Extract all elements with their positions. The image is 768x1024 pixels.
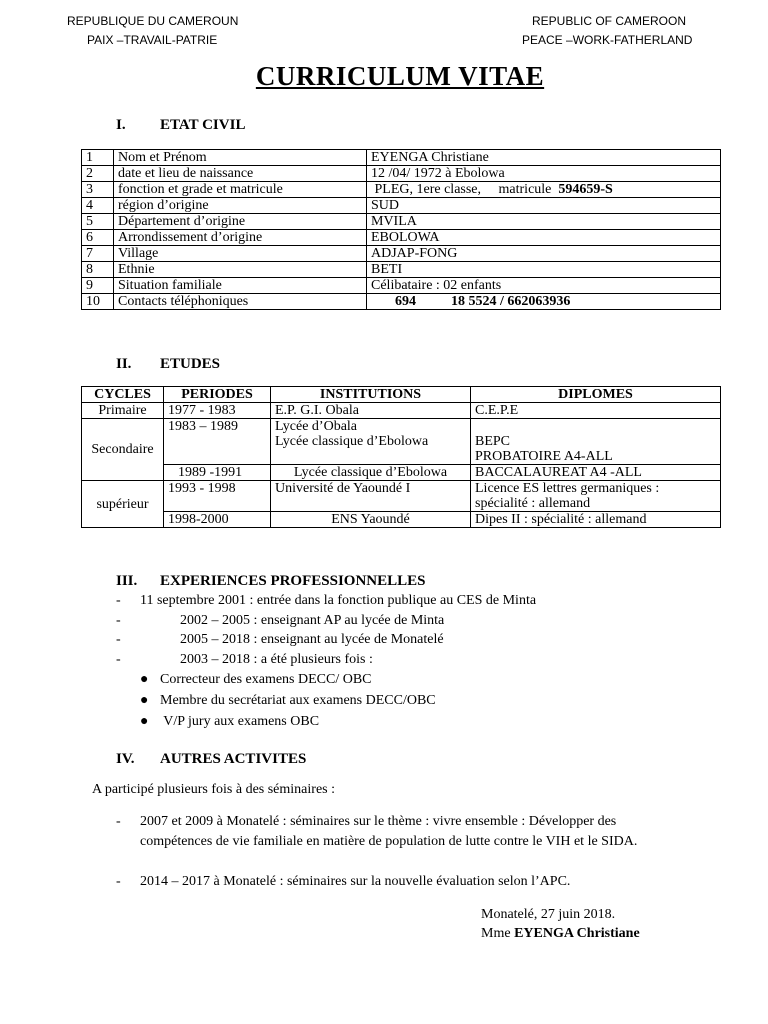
row-number-cell: 2 [82,166,114,182]
dash-marker: - [116,814,121,829]
institution-line: Lycée classique d’Ebolowa [275,434,429,449]
header-periodes: PERIODES [164,387,271,403]
section-label: ETUDES [160,356,221,372]
field-value: Célibataire : 02 enfants [371,278,502,293]
row-number-cell: 8 [82,262,114,278]
experience-item [116,632,444,648]
field-value: ADJAP-FONG [371,246,458,261]
experience-item [116,593,537,609]
periode-cell: 1993 - 1998 [164,481,271,512]
field-value-bold: 594659-S [558,182,613,197]
table-header-row [82,387,721,403]
section-label: EXPERIENCES PROFESSIONNELLES [160,573,426,589]
periode-cell: 1998-2000 [164,512,271,528]
periode-cell: 1977 - 1983 [164,403,271,419]
header-left-line1: REPUBLIQUE DU CAMEROUN [67,14,239,28]
bullet-icon: ● [140,693,149,708]
field-label-cell: Département d’origine [114,214,367,230]
field-value-cell [367,278,721,294]
row-number-cell: 5 [82,214,114,230]
institution-cell: Université de Yaoundé I [271,481,471,512]
section-number: IV. [116,751,135,767]
bullet-text: Membre du secrétariat aux examens DECC/OBC [160,693,436,708]
dash-marker: - [116,874,121,889]
cycle-cell: Primaire [82,403,164,419]
field-value-cell [367,262,721,278]
experience-item [116,613,445,629]
field-value-cell [367,150,721,166]
field-value: EBOLOWA [371,230,440,245]
etat-civil-body [82,150,721,310]
field-value-cell [367,182,721,198]
experience-text: 2003 – 2018 : a été plusieurs fois : [180,652,373,667]
row-number-cell: 1 [82,150,114,166]
diplome-line: BEPC [475,434,511,449]
table-row [82,262,721,278]
row-number-cell: 6 [82,230,114,246]
table-row [82,294,721,310]
bullet-text: V/P jury aux examens OBC [160,714,320,729]
diplome-cell [471,481,721,512]
etudes-table [81,386,721,528]
experience-text: 2005 – 2018 : enseignant au lycée de Monatelé [180,632,444,647]
diplome-cell: C.E.P.E [471,403,721,419]
table-row [82,512,721,528]
activity-text: 2007 et 2009 à Monatelé : séminaires sur le thème : vivre ensemble : Développer des compétences de vie familiale en matière de population de lutte contre le VIH et le SIDA. [140,814,638,849]
field-value-cell [367,230,721,246]
table-row [82,230,721,246]
field-value-cell [367,294,721,310]
field-value: EYENGA Christiane [371,150,489,165]
field-label-cell: Ethnie [114,262,367,278]
signature-prefix: Mme [481,926,515,941]
field-value-bold: 694 18 5524 / 662063936 [395,294,571,309]
field-value: SUD [371,198,400,213]
diplome-cell: BACCALAUREAT A4 -ALL [471,465,721,481]
etat-civil-table [81,149,721,310]
table-row [82,419,721,465]
field-label-cell: Village [114,246,367,262]
header-right-line2: PEACE –WORK-FATHERLAND [522,33,693,47]
institution-cell: Lycée classique d’Ebolowa [271,465,471,481]
row-number-cell: 4 [82,198,114,214]
table-row [82,246,721,262]
row-number-cell: 9 [82,278,114,294]
diplome-cell: Dipes II : spécialité : allemand [471,512,721,528]
institution-cell: E.P. G.I. Obala [271,403,471,419]
field-value-cell [367,246,721,262]
field-label-cell: Contacts téléphoniques [114,294,367,310]
signature-name [481,924,640,944]
table-row [82,182,721,198]
activity-item [116,872,676,892]
dash-marker: - [116,613,121,628]
institution-cell: ENS Yaoundé [271,512,471,528]
table-row [82,198,721,214]
section-number: III. [116,573,138,589]
section-label: ETAT CIVIL [160,117,246,133]
dash-marker: - [116,632,121,647]
table-row [82,278,721,294]
table-row [82,465,721,481]
dash-marker: - [116,652,121,667]
document-title: CURRICULUM VITAE [255,61,545,91]
header-diplomes: DIPLOMES [471,387,721,403]
diplome-line: Licence ES lettres germaniques : [475,481,660,496]
activites-intro: A participé plusieurs fois à des séminaires : [92,782,335,797]
signature-place-date: Monatelé, 27 juin 2018. [481,907,616,922]
header-left-line2: PAIX –TRAVAIL-PATRIE [87,33,218,47]
field-label-cell: date et lieu de naissance [114,166,367,182]
field-value: 12 /04/ 1972 à Ebolowa [371,166,505,181]
section-number: II. [116,356,132,372]
diplome-line: PROBATOIRE A4-ALL [475,449,613,464]
bullet-icon: ● [140,714,149,729]
header-institutions: INSTITUTIONS [271,387,471,403]
field-value: PLEG, 1ere classe, matricule [371,182,559,197]
diplome-line: spécialité : allemand [475,496,591,511]
experience-text: 2002 – 2005 : enseignant AP au lycée de Minta [180,613,445,628]
field-label-cell: Nom et Prénom [114,150,367,166]
table-row [82,481,721,512]
section-number: I. [116,117,126,133]
field-value: MVILA [371,214,417,229]
bullet-text: Correcteur des examens DECC/ OBC [160,672,372,687]
row-number-cell: 7 [82,246,114,262]
institution-line: Lycée d’Obala [275,419,358,434]
field-value-cell [367,166,721,182]
experience-item [116,652,373,668]
dash-marker: - [116,593,121,608]
field-value: BETI [371,262,403,277]
field-label-cell: région d’origine [114,198,367,214]
section-label: AUTRES ACTIVITES [160,751,307,767]
table-row [82,214,721,230]
row-number-cell: 10 [82,294,114,310]
field-value-cell [367,198,721,214]
field-label-cell: Arrondissement d’origine [114,230,367,246]
cycle-cell: supérieur [82,481,164,528]
table-row [82,150,721,166]
experience-text: 11 septembre 2001 : entrée dans la fonction publique au CES de Minta [140,593,537,608]
signature-name-text: EYENGA Christiane [514,926,640,941]
cycle-cell: Secondaire [82,419,164,481]
field-label-cell: fonction et grade et matricule [114,182,367,198]
diplome-cell [471,419,721,465]
field-label-cell: Situation familiale [114,278,367,294]
row-number-cell: 3 [82,182,114,198]
bullet-icon: ● [140,672,149,687]
field-value-cell [367,214,721,230]
table-row [82,166,721,182]
header-cycles: CYCLES [82,387,164,403]
activity-item [116,812,676,852]
institution-cell [271,419,471,465]
header-right-line1: REPUBLIC OF CAMEROON [532,14,687,28]
periode-cell: 1989 -1991 [164,465,271,481]
table-row [82,403,721,419]
periode-cell: 1983 – 1989 [164,419,271,465]
activity-text: 2014 – 2017 à Monatelé : séminaires sur la nouvelle évaluation selon l’APC. [140,874,571,889]
